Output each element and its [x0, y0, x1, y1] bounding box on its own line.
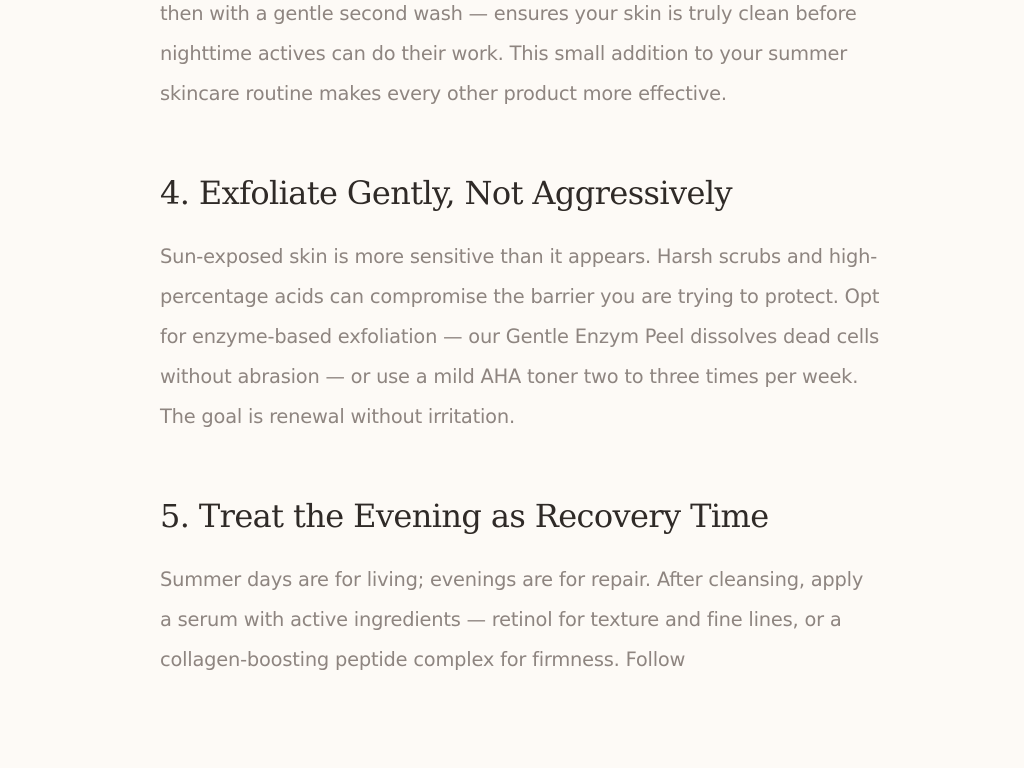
section-heading: 5. Treat the Evening as Recovery Time: [160, 497, 769, 535]
article-body: [160, 0, 880, 680]
section-paragraph: Sun-exposed skin is more sensitive than it appears. Harsh scrubs and high-percentage acids can compromise the barrier you are trying to protect. Opt for enzyme-based exfoliation — our Gentle Enzym Peel dissolves dead cells without abrasion — or use a mild AHA toner two to three times per week. The goal is renewal without irritation.: [160, 245, 880, 428]
section-exfoliate: [160, 173, 880, 437]
section-paragraph: Summer days are for living; evenings are for repair. After cleansing, apply a serum with active ingredients — retinol for texture and fine lines, or a collagen-boosting peptide complex for firmness. Follow: [160, 568, 864, 671]
intro-paragraph: then with a gentle second wash — ensures your skin is truly clean before nighttime actives can do their work. This small addition to your summer skincare routine makes every other product more effective.: [160, 2, 857, 105]
section-evening-recovery: [160, 496, 880, 680]
section-heading: 4. Exfoliate Gently, Not Aggressively: [160, 174, 732, 212]
